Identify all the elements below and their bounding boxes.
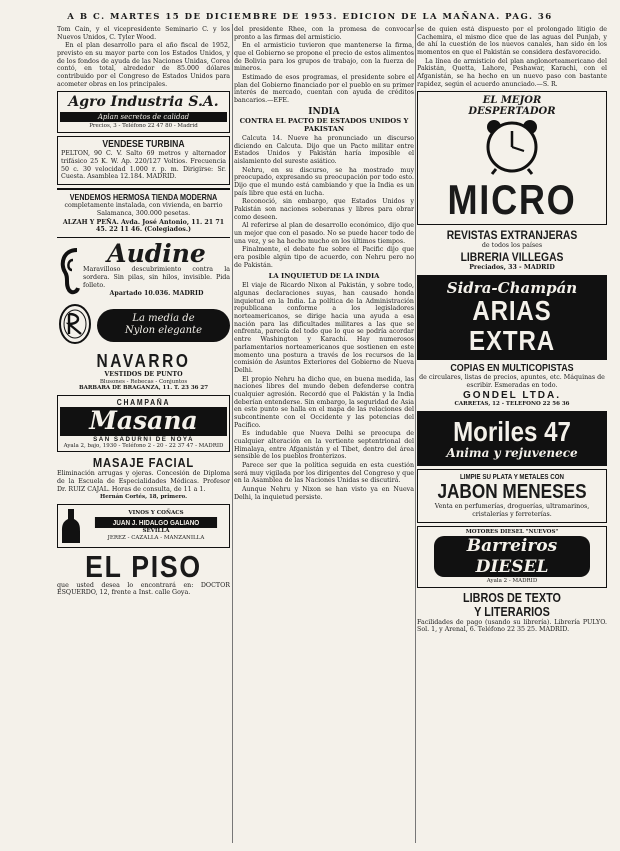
moriles-ad [417,411,607,466]
villegas-sub: de todos los países [481,242,543,250]
page-header: A B C. MARTES 15 DE DICIEMBRE DE 1953. EDICION DE LA MAÑANA. PAG. 36 [67,12,553,22]
divider [57,188,230,190]
india-subhead: CONTRA EL PACTO DE ESTADOS UNIDOS Y PAKISTAN [239,116,409,133]
masaje-address: Hernán Cortés, 18, primero. [100,494,187,501]
india-paragraph: Al referirse al plan de desarrollo económico, dijo que un mejor que con el pasado. No se puede hacer todo de una vez, y se ha hecho mucho en los últimos tiempos. [234,222,414,245]
arias-ad [417,275,607,360]
agro-ad [57,91,230,133]
divider [57,237,230,239]
turbina-ad [57,136,230,185]
gondel-address: CARRETAS, 12 - TELEFONO 22 56 36 [454,401,570,408]
article-paragraph: Tom Cain, y el vicepresidente Seminario C. y los Nuevos Unidos, C. Tyler Wood. [57,26,230,41]
agro-address: Precios, 3 - Teléfono 22 47 80 - Madrid [89,122,198,129]
gondel-body: de circulares, listas de precios, apuntes, etc. Máquinas de escribir. Esmeradas en todo. [419,374,605,389]
arias-top: Sidra-Champán [446,278,578,297]
arias-brand: ARIAS EXTRA [469,295,555,356]
villegas-title: REVISTAS EXTRANJERAS [446,228,578,243]
piso-ad [57,548,230,597]
meneses-top: LIMPIE SU PLATA Y METALES CON [460,472,564,482]
nylon-ad [57,302,230,348]
india-paragraph: Calcuta 14. Nueve ha pronunciado un discurso diciendo en Calcuta. Dijo que un Pacto militar entre Estados Unidos y Pakistán haría imposible el aislamiento del sureste asiático. [234,135,414,166]
meneses-brand: JABON MENESES [437,481,587,504]
india-paragraph: Nehru, en su discurso, se ha mostrado muy preocupado, expresando su preocupación por todo esto. Dijo que el mundo está cambiando y que la India es un país libre que está en lucha. [234,166,414,197]
meneses-ad [417,469,607,522]
masaje-title: MASAJE FACIAL [92,455,195,471]
brand-seal-icon [57,302,93,348]
micro-brand: MICRO [447,176,577,224]
agro-title: Agro Industria S.A. [68,94,219,111]
india-paragraph: Finalmente, el debate fue sobre el Pacific dijo que era posible algún tipo de acuerdo, con Nehru pero no de Pakistán. [234,246,414,269]
inquietud-paragraph: El viaje de Ricardo Nixon al Pakistán, y sobre todo, algunas declaraciones suyas, han causado honda inquietud en la India. La política de la Administración republicana conforme a los legisladores norteamericanos, se dirige hacia una ayuda a esa nación para las dificultades militares a las que se enfrenta, parecía del todo que lo que se podría acordar entre Washington y Karachi. Hay numerosos parlamentarios norteamericanos que sostienen en este momento una postura a través de los recursos de la comisión de Asuntos Exteriores del Gobierno de Nueva Delhi. [234,282,414,374]
navarro-items: Blusones - Rebecas - Conjuntos [99,378,188,385]
micro-ad [417,91,607,225]
bottle-icon [60,507,82,545]
micro-tag1: EL MEJOR [482,95,542,107]
nylon-badge [97,309,230,342]
article-paragraph: del presidente Rhee, con la promesa de convocar pronto a las firmas del armisticio. [234,26,414,41]
article-paragraph: En el armisticio tuvieron que mantenerse la firma, que el Gobierno se propone el precio de estos alimentos de Bolivia para los grupos de trabajo, con la fuerza de mineros. [234,42,414,73]
navarro-sub: VESTIDOS DE PUNTO [104,370,183,378]
libros-ad [417,591,607,634]
diesel-bottom: Ayala 2 - MADRID [486,578,538,585]
moriles-brand: Moriles 47 [453,415,571,447]
inquietud-paragraph: El propio Nehru ha dicho que, en buena medida, las naciones libres del mundo deben defenderse contra cualquier agresión. Recordó que el Pakistán y la India deberían entenderse. Sin embargo, la seguridad de Asia en este punto se halla en el mapa de las relaciones del subcontinente con el Occidente y las potencias del Pacífico. [234,375,414,429]
inquietud-paragraph: Aunque Nehru y Nixon se han visto ya en Nueva Delhi, la inquietud persiste. [234,485,414,501]
piso-body: que usted desea lo encontrará en: DOCTOR ESQUERDO, 12, frente a Inst. calle Goya. [57,581,230,597]
hidalgo-ad [57,504,230,548]
gondel-ad [417,363,607,408]
libros-title2: Y LITERARIOS [474,604,550,619]
villegas-ad [417,228,607,271]
hidalgo-city: SEVILLA [142,527,170,534]
masana-sub: SAN SADURNI DE NOYA [93,435,194,443]
column-right [417,26,607,843]
libros-body: Facilidades de pago (usando su librería). Librería PULYO. Sol. 1, y Arenal, 6. Teléfono 22 35 25. MADRID. [417,618,607,634]
meneses-body: Venta en perfumerías, droguerías, ultramarinos, cristalerías y ferreterías. [434,503,590,518]
masaje-body: Eliminación arrugas y ojeras. Concesión de Diploma de la Escuela de Especialidades Médicas. Profesor Dr. RUIZ CAJAL. Horas de consulta, de 11 a 1. [57,470,230,493]
audine-ad [57,241,230,298]
masana-top: CHAMPAÑA [116,397,171,407]
diesel-top: MOTORES DIESEL "NUEVOS" [465,528,559,535]
masana-brand: Masana [60,407,227,436]
turbina-title: VENDESE TURBINA [102,139,185,151]
column-rule [415,24,416,843]
villegas-name: LIBRERIA VILLEGAS [460,250,564,265]
column-rule [232,24,233,843]
tienda-body: completamente instalada, con vivienda, en barrio Salamanca, 300.000 pesetas. [64,202,223,217]
navarro-address: BARBARA DE BRAGANZA, 11. T. 23 36 27 [78,385,209,392]
article-paragraph: se de quien está dispuesto por el prolongado litigio de Cachemira, el mismo dice que de las aguas del Punjab, y de ahí la cuestión de los nuevos canales, han sido en los momentos en que el Pakistán se considera desfavorecido. [417,26,607,57]
audine-brand: Audine [107,239,206,269]
tienda-title: VENDEMOS HERMOSA TIENDA MODERNA [69,191,218,202]
article-paragraph: La línea de armisticio del plan anglonorteamericano del Pakistán, Quetta, Lahore, Peshawar, Karachi, con el Afganistán, se ha hecho en un nuevo paso con bastante rapidez, según el acuerdo anunciado.—S. R. [417,57,607,88]
micro-tag2: DESPERTADOR [468,106,556,118]
tienda-contact: ALZAH Y PEÑA. Avda. José Antonio, 11. 21 71 45. 22 11 46. (Colegiados.) [62,218,225,234]
nylon-line2: Nylon elegante [124,325,202,337]
gondel-name: GONDEL LTDA. [462,390,562,402]
hidalgo-bottom: JEREZ - CAZALLA - MANZANILLA [107,534,205,541]
navarro-title: NAVARRO [96,351,191,372]
ear-icon [57,244,83,296]
alarm-clock-icon [472,117,552,175]
diesel-brand: Barreiros DIESEL [434,536,590,577]
column-middle [234,26,414,843]
audine-body: Maravilloso descubrimiento contra la sordera. Sin pilas, sin hilos, invisible. Pida folleto. [83,266,230,289]
moriles-slogan: Anima y rejuvenece [446,446,578,461]
article-paragraph: Estimado de esos programas, el presidente sobre el plan del Gobierno financiado por el pueblo en su primer interés de mercado, cuentan con ayuda de créditos bancarios.—EFE. [234,74,414,105]
masana-address: Ayala 2, bajo, 1930 - Teléfono 2 - 20 - 22 37 47 - MADRID [63,442,224,449]
gondel-title: COPIAS EN MULTICOPISTAS [450,363,574,374]
libros-title: LIBROS DE TEXTO [463,590,561,605]
nylon-line1: La media de [132,312,195,324]
navarro-ad [57,352,230,392]
hidalgo-name: JUAN J. HIDALGO GALIANO [95,517,217,528]
india-heading: INDIA [308,106,340,117]
hidalgo-top: VINOS Y COÑACS [128,510,184,517]
diesel-ad [417,526,607,588]
piso-title: EL PISO [85,548,202,584]
column-left [57,26,230,843]
agro-slogan: Aplan secretos de calidad [60,112,227,122]
article-paragraph: En el plan desarrollo para el año fiscal de 1952, previsto en su mayor parte con los Estados Unidos, y de los fondos de ayuda de las Naciones Unidas, Corea contó, en total, alrededor de 85.000 dólares contribuido por el Congreso de Estados Unidos para acometer obras en los principales. [57,42,230,88]
masana-ad [57,395,230,452]
inquietud-paragraph: Parece ser que la política seguida en esta cuestión será muy vigilada por los dirigentes del Congreso y que en la Asamblea de las Naciones Unidas se discutirá. [234,461,414,485]
turbina-body: PELTON, 90 C. V. Salto 69 metros y alternador trifásico 25 K. W. Ap. 220/127 Voltios. Frecuencia 50 c. 30 velocidad 1.000 r. p. m. Dirigirse: Sr. Cuesta. Asamblea 12.184. MADRID. [61,150,226,181]
inquietud-paragraph: Es indudable que Nueva Delhi se preocupa de cualquier alteración en la vertiente septentrional del Himalaya, entre Afganistán y el Tíbet, dentro del área sensible de los pueblos fronterizos. [234,430,414,461]
villegas-address: Preciados, 33 - MADRID [469,264,555,272]
india-paragraph: Reconoció, sin embargo, que Estados Unidos y Pakistán son naciones soberanas y libres para obrar como deseen. [234,198,414,221]
masaje-ad [57,455,230,501]
inquietud-heading: LA INQUIETUD DE LA INDIA [268,272,380,281]
audine-contact: Apartado 10.036. MADRID [109,290,204,298]
